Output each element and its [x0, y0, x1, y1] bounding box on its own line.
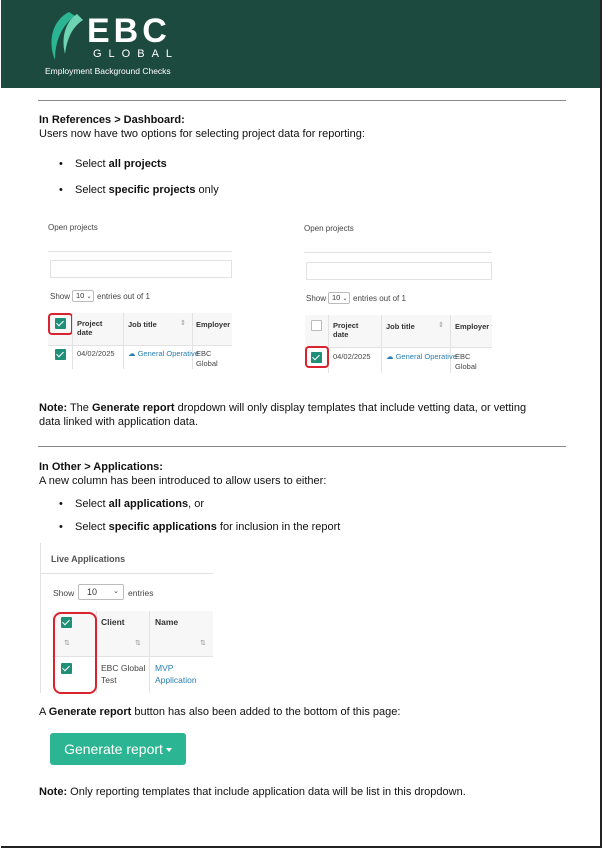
generate-line: A Generate report button has also been added to the bottom of this page:	[39, 706, 401, 718]
cell-date: 04/02/2025	[333, 352, 371, 361]
sort-icon[interactable]: ⇅	[135, 640, 141, 647]
entries-select[interactable]: 10 ⌄	[328, 292, 350, 304]
sort-icon[interactable]: ⇕	[438, 322, 444, 329]
sort-icon[interactable]: ⇕	[180, 320, 186, 327]
cell-job-link[interactable]: ☁ General Operative	[128, 349, 199, 358]
col-header-job-title: Job title	[128, 320, 157, 329]
highlight-box	[305, 346, 329, 368]
brand-sub: GLOBAL	[93, 48, 180, 60]
select-all-checkbox[interactable]	[311, 320, 322, 331]
brand-name: EBC	[87, 12, 171, 50]
section2-intro: A new column has been introduced to allow users to either:	[39, 475, 327, 487]
col-divider	[450, 315, 451, 373]
separator	[304, 252, 492, 253]
table-header	[48, 313, 232, 345]
separator	[48, 251, 232, 252]
col-header-employer: Employer	[196, 320, 231, 329]
note1-line2: data linked with application data.	[39, 416, 198, 428]
divider	[38, 446, 566, 447]
panel-title: Open projects	[48, 223, 98, 232]
cell-job-link[interactable]: ☁ General Operative	[386, 352, 457, 361]
cell-client: EBC Global Test	[101, 663, 146, 685]
cell-date: 04/02/2025	[77, 349, 115, 358]
sort-icon[interactable]: ⇅	[200, 640, 206, 647]
section1-intro: Users now have two options for selecting project data for reporting:	[39, 128, 365, 140]
show-label: Show	[306, 294, 327, 303]
col-header-name: Name	[155, 617, 179, 627]
note1-line1: Note: The Generate report dropdown will only display templates that include vetting data, or vetting	[39, 402, 527, 414]
logo-swoosh-icon	[41, 10, 85, 62]
highlight-box	[53, 612, 97, 694]
divider	[38, 100, 566, 101]
caret-down-icon	[166, 748, 172, 752]
cloud-icon: ☁	[128, 349, 136, 358]
col-divider	[123, 313, 124, 369]
cell-employer: EBC Global	[196, 349, 218, 368]
col-divider	[149, 611, 150, 693]
cell-name-link[interactable]: MVP Application	[155, 663, 197, 685]
separator	[305, 347, 492, 348]
entries-select[interactable]: 10 ⌄	[72, 290, 94, 302]
bullet-item: • Select all projects	[75, 157, 167, 171]
col-header-project-date: Project date	[77, 319, 103, 337]
col-divider	[381, 315, 382, 373]
section2-heading: In Other > Applications:	[39, 461, 163, 473]
panel-title: Live Applications	[51, 554, 126, 564]
brand-tagline: Employment Background Checks	[45, 66, 171, 76]
search-input[interactable]	[306, 262, 492, 280]
sort-icon[interactable]: ⇅	[64, 640, 70, 647]
generate-report-button[interactable]: Generate report	[50, 733, 186, 765]
cloud-icon: ☁	[386, 352, 394, 361]
col-header-project-date: Project date	[333, 321, 359, 339]
show-label: Show	[53, 588, 75, 598]
note2: Note: Only reporting templates that include application data will be list in this dropdown.	[39, 786, 466, 798]
bullet-item: • Select specific applications for inclusion in the report	[75, 520, 340, 534]
col-divider	[72, 313, 73, 369]
section1-heading: In References > Dashboard:	[39, 114, 185, 126]
panel-border	[40, 543, 41, 693]
header-banner	[1, 0, 602, 88]
col-header-client: Client	[101, 617, 125, 627]
bullet-item: • Select all applications, or	[75, 497, 204, 511]
entries-select[interactable]: 10 ⌄	[78, 584, 124, 600]
col-header-employer: Employer	[455, 322, 490, 331]
entries-label: entries	[128, 588, 154, 598]
entries-label: entries out of 1	[97, 292, 150, 301]
separator	[48, 345, 232, 346]
row-checkbox[interactable]	[55, 349, 66, 360]
entries-label: entries out of 1	[353, 294, 406, 303]
col-header-job-title: Job title	[386, 322, 415, 331]
search-input[interactable]	[50, 260, 232, 278]
highlight-box	[48, 313, 73, 335]
separator	[40, 573, 213, 574]
cell-employer: EBC Global	[455, 352, 477, 371]
col-divider	[192, 313, 193, 369]
show-label: Show	[50, 292, 71, 301]
panel-title: Open projects	[304, 224, 354, 233]
bullet-item: • Select specific projects only	[75, 183, 219, 197]
